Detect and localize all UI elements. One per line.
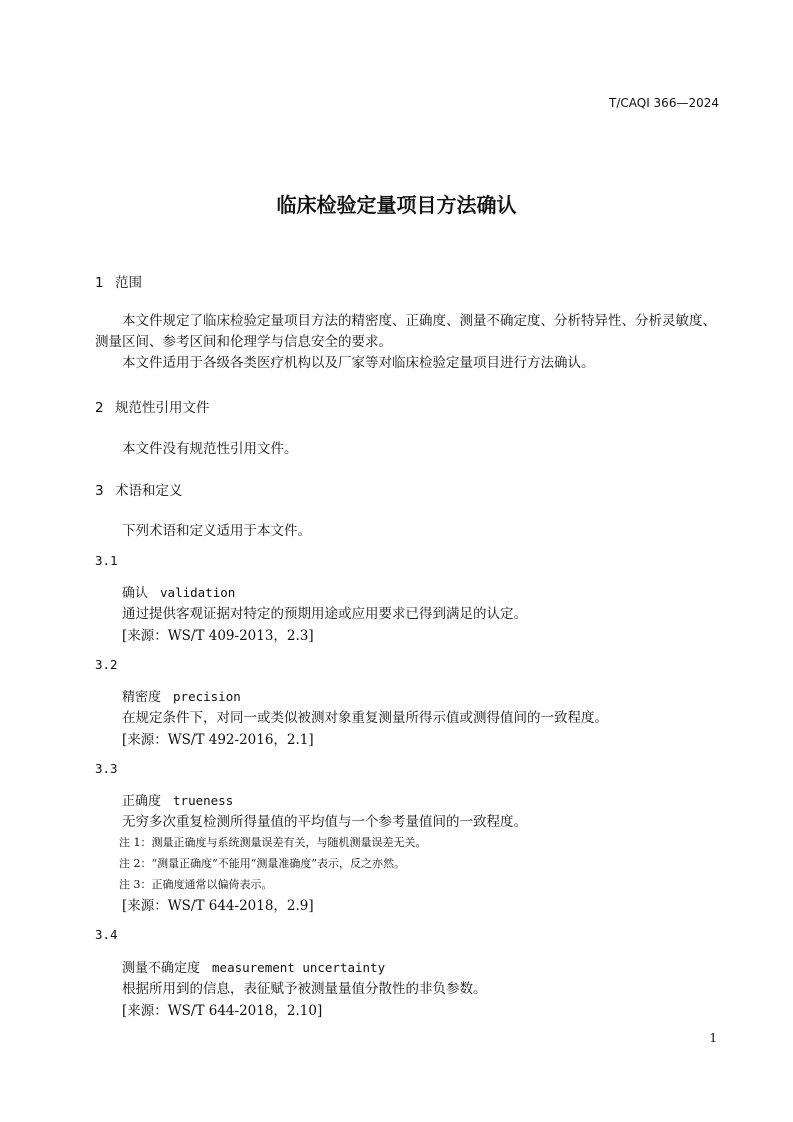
document-number: T/CAQI 366—2024 bbox=[609, 96, 719, 110]
term-note: 注 1：测量正确度与系统测量误差有关，与随机测量误差无关。 bbox=[119, 836, 427, 849]
term-zh: 确认 bbox=[122, 586, 149, 601]
term-heading bbox=[122, 957, 385, 976]
term-definition: 根据所用到的信息，表征赋予被测量量值分散性的非负参数。 bbox=[122, 981, 487, 997]
term-en: precision bbox=[173, 689, 241, 704]
term-zh: 精密度 bbox=[122, 690, 162, 705]
page-number: 1 bbox=[709, 1031, 717, 1045]
section-number: 2 bbox=[95, 400, 104, 416]
paragraph: 下列术语和定义适用于本文件。 bbox=[122, 523, 311, 539]
section-title: 规范性引用文件 bbox=[115, 400, 210, 416]
term-definition: 在规定条件下，对同一或类似被测对象重复测量所得示值或测得值间的一致程度。 bbox=[122, 710, 608, 726]
paragraph: 本文件适用于各级各类医疗机构以及厂家等对临床检验定量项目进行方法确认。 bbox=[122, 355, 595, 371]
term-en: validation bbox=[160, 585, 236, 600]
term-heading bbox=[122, 582, 235, 601]
term-source: [来源：WS/T 492-2016，2.1] bbox=[122, 732, 314, 748]
term-note: 注 3：正确度通常以偏倚表示。 bbox=[119, 878, 273, 891]
term-en: trueness bbox=[173, 793, 234, 808]
section-1-body bbox=[95, 311, 725, 374]
term-heading bbox=[122, 790, 233, 809]
term-en: measurement uncertainty bbox=[212, 960, 386, 975]
section-title: 术语和定义 bbox=[115, 483, 183, 499]
document-title: 临床检验定量项目方法确认 bbox=[276, 193, 517, 217]
section-2-heading bbox=[95, 396, 210, 416]
term-definition: 无穷多次重复检测所得量值的平均值与一个参考量值间的一致程度。 bbox=[122, 814, 527, 830]
section-3-heading bbox=[95, 479, 183, 499]
term-definition: 通过提供客观证据对特定的预期用途或应用要求已得到满足的认定。 bbox=[122, 606, 527, 622]
term-number: 3.1 bbox=[95, 553, 118, 568]
term-number: 3.3 bbox=[95, 761, 118, 776]
section-title: 范围 bbox=[115, 275, 142, 291]
section-number: 1 bbox=[95, 275, 104, 291]
term-note: 注 2：“测量正确度”不能用“测量准确度”表示，反之亦然。 bbox=[119, 857, 405, 870]
paragraph: 本文件没有规范性引用文件。 bbox=[122, 441, 298, 457]
section-1-heading bbox=[95, 271, 142, 291]
term-source: [来源：WS/T 644-2018，2.9] bbox=[122, 898, 314, 914]
term-heading bbox=[122, 686, 241, 705]
paragraph: 本文件规定了临床检验定量项目方法的精密度、正确度、测量不确定度、分析特异性、分析灵敏度、测量区间、参考区间和伦理学与信息安全的要求。 bbox=[95, 313, 716, 350]
term-number: 3.4 bbox=[95, 927, 118, 942]
term-source: [来源：WS/T 644-2018，2.10] bbox=[122, 1003, 323, 1019]
term-number: 3.2 bbox=[95, 657, 118, 672]
term-source: [来源：WS/T 409-2013，2.3] bbox=[122, 628, 314, 644]
section-number: 3 bbox=[95, 483, 104, 499]
term-zh: 正确度 bbox=[122, 794, 162, 809]
term-zh: 测量不确定度 bbox=[122, 961, 201, 976]
